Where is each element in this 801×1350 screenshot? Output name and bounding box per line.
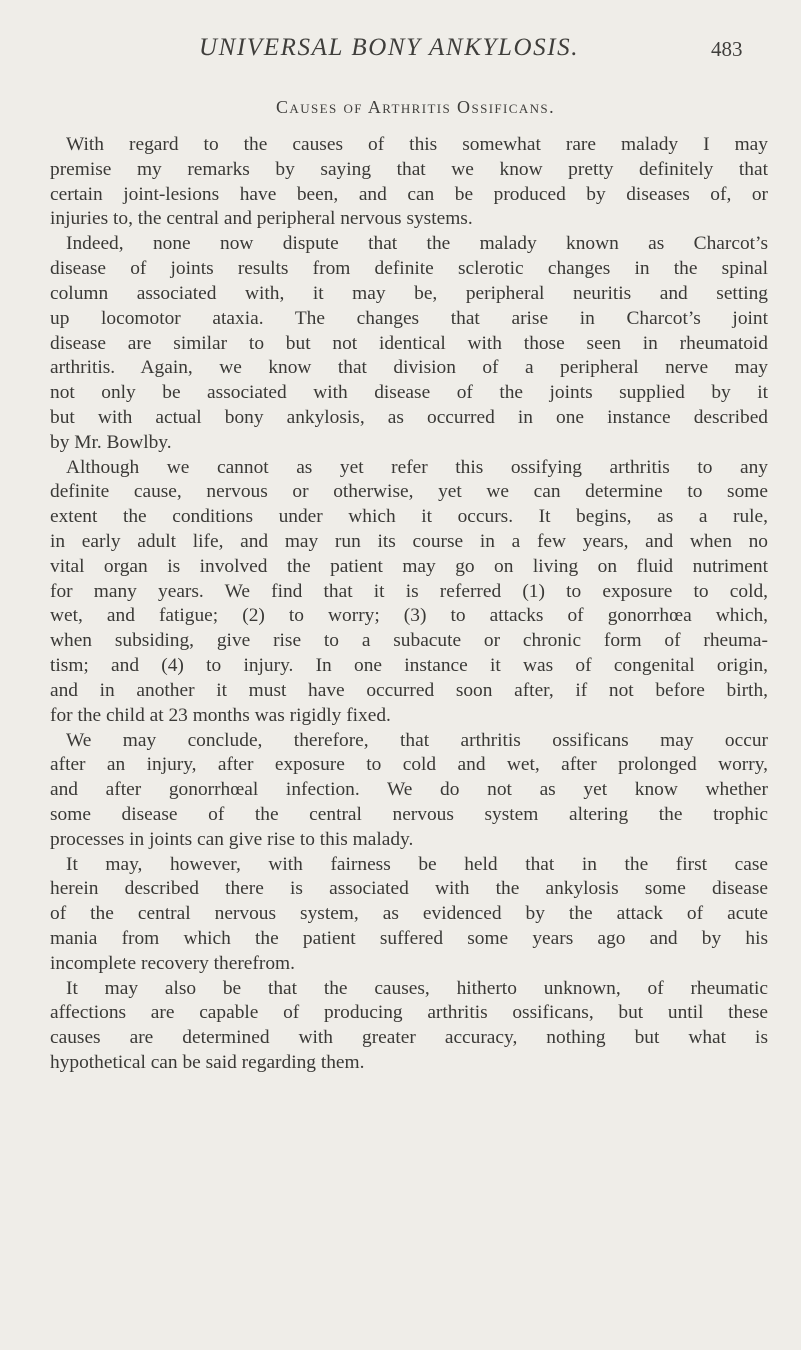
text-line: arthritis. Again, we know that division of a peripheral nerve may bbox=[50, 357, 768, 379]
text-line: and after gonorrhœal infection. We do not as yet know whether bbox=[50, 779, 768, 801]
text-line: injuries to, the central and peripheral nervous systems. bbox=[50, 208, 473, 230]
text-line: premise my remarks by saying that we know pretty definitely that bbox=[50, 158, 768, 180]
section-heading: Causes of Arthritis Ossificans. bbox=[276, 97, 555, 117]
body-text bbox=[50, 133, 768, 1076]
text-line: We may conclude, therefore, that arthritis ossificans may occur bbox=[66, 729, 768, 751]
text-line: With regard to the causes of this somewhat rare malady I may bbox=[66, 134, 768, 155]
text-line: disease are similar to but not identical with those seen in rheumatoid bbox=[50, 332, 768, 354]
running-head: UNIVERSAL BONY ANKYLOSIS. bbox=[199, 34, 580, 61]
text-line: tism; and (4) to injury. In one instance it was of congenital origin, bbox=[50, 655, 768, 677]
text-line: certain joint-lesions have been, and can be produced by diseases of, or bbox=[50, 183, 768, 205]
text-line: mania from which the patient suffered some years ago and by his bbox=[50, 928, 768, 949]
text-line: herein described there is associated with the ankylosis some disease bbox=[50, 878, 768, 900]
text-line: Although we cannot as yet refer this ossifying arthritis to any bbox=[66, 456, 768, 478]
text-line: It may also be that the causes, hitherto unknown, of rheumatic bbox=[66, 977, 768, 999]
text-line: and in another it must have occurred soon after, if not before birth, bbox=[50, 679, 768, 701]
text-line: of the central nervous system, as evidenced by the attack of acute bbox=[50, 903, 768, 925]
text-line: after an injury, after exposure to cold and wet, after prolonged worry, bbox=[50, 754, 768, 776]
text-line: extent the conditions under which it occurs. It begins, as a rule, bbox=[50, 506, 768, 528]
text-line: Indeed, none now dispute that the malady known as Charcot’s bbox=[66, 233, 768, 255]
text-line: It may, however, with fairness be held that in the first case bbox=[66, 853, 768, 875]
text-line: for the child at 23 months was rigidly fixed. bbox=[50, 704, 391, 726]
text-line: hypothetical can be said regarding them. bbox=[50, 1052, 365, 1074]
text-line: affections are capable of producing arthritis ossificans, but until these bbox=[50, 1002, 768, 1024]
page-number: 483 bbox=[711, 37, 743, 61]
text-line: by Mr. Bowlby. bbox=[50, 431, 172, 453]
text-line: some disease of the central nervous system altering the trophic bbox=[50, 803, 768, 825]
text-line: when subsiding, give rise to a subacute or chronic form of rheuma- bbox=[50, 630, 768, 652]
text-line: wet, and fatigue; (2) to worry; (3) to attacks of gonorrhœa which, bbox=[50, 605, 768, 627]
text-line: causes are determined with greater accuracy, nothing but what is bbox=[50, 1027, 768, 1049]
text-line: not only be associated with disease of the joints supplied by it bbox=[50, 382, 768, 404]
text-line: processes in joints can give rise to this malady. bbox=[50, 828, 414, 850]
text-line: incomplete recovery therefrom. bbox=[50, 952, 295, 974]
text-line: up locomotor ataxia. The changes that arise in Charcot’s joint bbox=[50, 307, 768, 329]
text-line: for many years. We find that it is referred (1) to exposure to cold, bbox=[50, 580, 768, 602]
text-line: definite cause, nervous or otherwise, yet we can determine to some bbox=[50, 481, 768, 503]
text-line: but with actual bony ankylosis, as occurred in one instance described bbox=[50, 406, 768, 428]
text-line: in early adult life, and may run its course in a few years, and when no bbox=[50, 531, 768, 552]
text-line: vital organ is involved the patient may go on living on fluid nutriment bbox=[50, 555, 768, 577]
text-line: column associated with, it may be, peripheral neuritis and setting bbox=[50, 282, 768, 304]
text-line: disease of joints results from definite sclerotic changes in the spinal bbox=[50, 258, 768, 280]
